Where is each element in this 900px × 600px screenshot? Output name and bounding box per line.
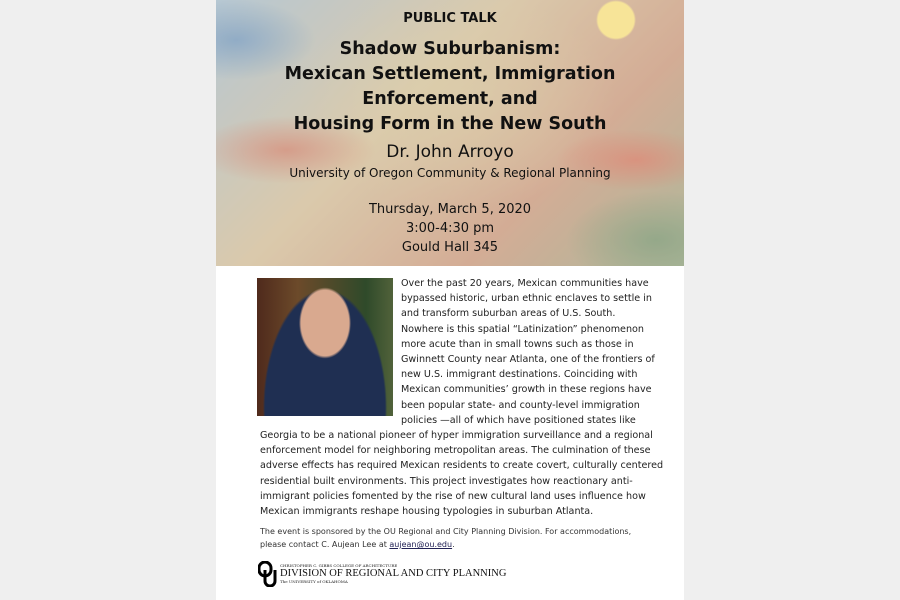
abstract-line: and transform suburban areas of U.S. South. [401, 308, 616, 320]
abstract-line: Over the past 20 years, Mexican communities have [401, 278, 649, 289]
abstract-full [260, 428, 663, 519]
abstract-line: policies —all of which have positioned states like [401, 414, 636, 426]
abstract-line: more acute than in small towns such as those in [401, 338, 634, 350]
event-date: Thursday, March 5, 2020 [368, 202, 532, 217]
abstract-line: Gwinnett County near Atlanta, one of the frontiers of [401, 354, 655, 366]
university-name: The UNIVERSITY of OKLAHOMA [280, 579, 348, 584]
abstract-line: new U.S. immigrant destinations. Coinciding with [401, 369, 638, 381]
abstract-line: Nowhere is this spatial “Latinization” phenomenon [401, 323, 644, 335]
abstract-line: enforcement model for neighboring metropolitan areas. The culmination of these [260, 445, 651, 457]
event-poster [216, 0, 684, 600]
sponsor-note [260, 525, 631, 551]
abstract-line: adverse effects has required Mexican residents to create covert, culturally centered [260, 460, 664, 472]
speaker-photo [257, 278, 393, 416]
public-talk-label: PUBLIC TALK [403, 11, 497, 26]
title-line: Housing Form in the New South [293, 114, 607, 134]
speaker-affiliation: University of Oregon Community & Regional Planning [289, 166, 611, 180]
abstract-line: Georgia to be a national pioneer of hyper immigration surveillance and a regional [260, 430, 653, 441]
title-line: Mexican Settlement, Immigration [284, 64, 616, 84]
talk-title [216, 37, 684, 137]
abstract-line: immigrant policies fomented by the rise of new cultural land uses influence how [260, 490, 646, 502]
college-name: CHRISTOPHER C. GIBBS COLLEGE OF ARCHITECTURE [280, 563, 398, 568]
contact-suffix: . [452, 540, 455, 549]
contact-email-link[interactable]: aujean@ou.edu [389, 540, 453, 549]
division-name: DIVISION OF REGIONAL AND CITY PLANNING [280, 568, 507, 579]
sponsor-line: The event is sponsored by the OU Regional and City Planning Division. For accommodations, [260, 527, 632, 536]
event-time: 3:00-4:30 pm [405, 221, 495, 236]
abstract-line: Mexican immigrants reshape housing typologies in suburban Atlanta. [260, 506, 594, 518]
abstract-line: bypassed historic, urban ethnic enclaves to settle in [401, 293, 652, 305]
speaker-name: Dr. John Arroyo [386, 142, 514, 162]
abstract-line: residential built environments. This project investigates how reactionary anti- [260, 475, 633, 487]
ou-monogram-icon [258, 561, 278, 587]
title-line: Enforcement, and [362, 89, 538, 109]
event-location: Gould Hall 345 [401, 240, 499, 255]
abstract-line: been popular state- and county-level immigration [401, 399, 640, 411]
abstract-side [401, 276, 655, 428]
mural-banner [216, 0, 684, 266]
contact-prefix: please contact C. Aujean Lee at [260, 540, 390, 549]
abstract-line: Mexican communities’ growth in these regions have [401, 384, 652, 396]
title-line: Shadow Suburbanism: [339, 39, 561, 59]
contact-line [260, 538, 631, 551]
